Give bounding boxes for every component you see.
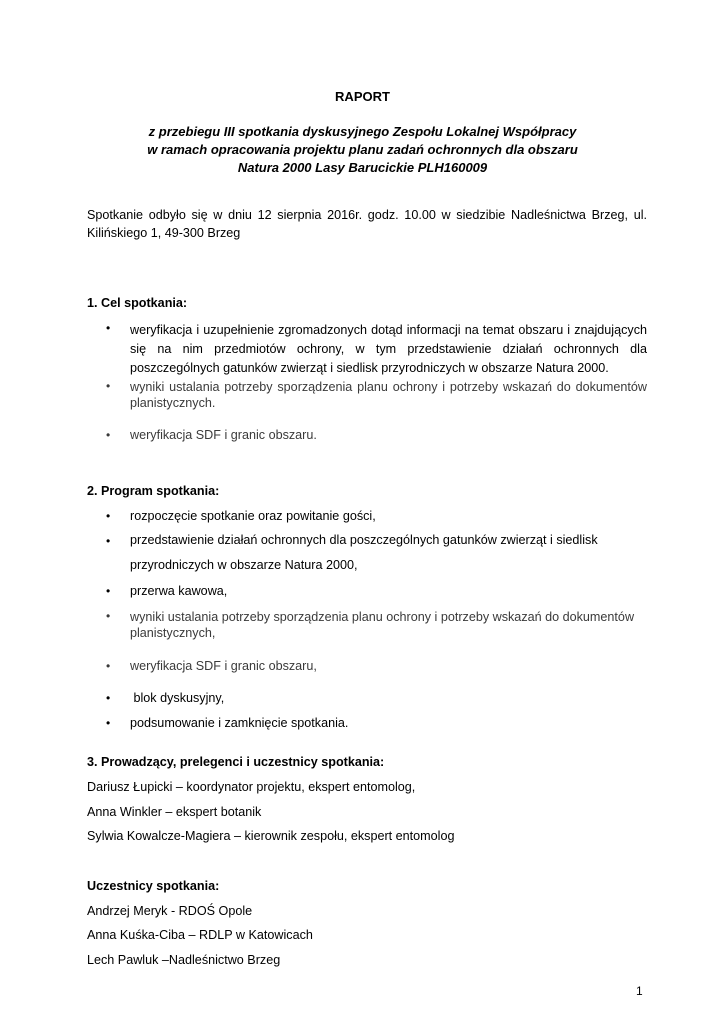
section2-item-1-line-1: rozpoczęcie spotkanie oraz powitanie gości, [130, 509, 376, 523]
bullet-icon: • [106, 691, 111, 705]
section3-person-2: Anna Winkler – ekspert botanik [87, 805, 262, 819]
bullet-icon: • [106, 428, 111, 442]
section1-item-3-line-1: weryfikacja SDF i granic obszaru. [130, 428, 317, 442]
section1-item-1-line-2: się na nim przedmiotów ochrony, w tym przedstawienie działań ochronnych dla [130, 342, 647, 356]
section1-item-1-line-3: poszczególnych gatunków zwierząt i siedlisk przyrodniczych w obszarze Natura 2000. [130, 361, 609, 375]
bullet-icon: • [106, 534, 111, 548]
bullet-icon: • [106, 609, 111, 623]
section1-item-2-line-1: wyniki ustalania potrzeby sporządzenia planu ochrony i potrzeby wskazań do dokumentów [130, 380, 647, 394]
section1-heading: 1. Cel spotkania: [87, 296, 188, 310]
document-title: RAPORT [335, 89, 390, 104]
section2-item-4-line-1: wyniki ustalania potrzeby sporządzenia planu ochrony i potrzeby wskazań do dokumentów [130, 610, 635, 624]
subtitle-line-3: Natura 2000 Lasy Barucickie PLH160009 [237, 160, 488, 175]
section2-item-4-line-2: planistycznych, [130, 626, 216, 640]
participant-3: Lech Pawluk –Nadleśnictwo Brzeg [87, 953, 281, 967]
section1-item-2-line-2: planistycznych. [130, 396, 216, 410]
participant-1: Andrzej Meryk - RDOŚ Opole [87, 904, 253, 918]
section3-heading: 3. Prowadzący, prelegenci i uczestnicy spotkania: [87, 755, 385, 769]
section2-item-3-line-1: przerwa kawowa, [130, 584, 228, 598]
bullet-icon: • [106, 321, 111, 335]
bullet-icon: • [106, 716, 111, 730]
intro-paragraph [87, 206, 647, 242]
section3-person-3: Sylwia Kowalcze-Magiera – kierownik zespołu, ekspert entomolog [87, 829, 455, 843]
bullet-icon: • [106, 509, 111, 523]
participants-heading: Uczestnicy spotkania: [87, 879, 220, 893]
bullet-icon: • [106, 659, 111, 673]
section1-item-1-line-1: weryfikacja i uzupełnienie zgromadzonych dotąd informacji na temat obszaru i znajdujących [130, 323, 647, 337]
section2-item-6-line-1: blok dyskusyjny, [130, 691, 225, 705]
intro-line-2: Kilińskiego 1, 49-300 Brzeg [87, 226, 241, 240]
section2-item-2-line-2: przyrodniczych w obszarze Natura 2000, [130, 558, 358, 572]
bullet-icon: • [106, 379, 111, 393]
page-number: 1 [636, 984, 643, 998]
section2-item-5-line-1: weryfikacja SDF i granic obszaru, [130, 659, 317, 673]
section2-item-2-line-1: przedstawienie działań ochronnych dla poszczególnych gatunków zwierząt i siedlisk [130, 533, 598, 547]
participant-2: Anna Kuśka-Ciba – RDLP w Katowicach [87, 928, 313, 942]
intro-line-1: Spotkanie odbyło się w dniu 12 sierpnia 2016r. godz. 10.00 w siedzibie Nadleśnictwa Brzeg, ul. [87, 208, 647, 222]
bullet-icon: • [106, 584, 111, 598]
section2-item-7-line-1: podsumowanie i zamknięcie spotkania. [130, 716, 349, 730]
section2-heading: 2. Program spotkania: [87, 484, 220, 498]
section3-person-1: Dariusz Łupicki – koordynator projektu, ekspert entomolog, [87, 780, 416, 794]
subtitle-line-1: z przebiegu III spotkania dyskusyjnego Zespołu Lokalnej Współpracy [148, 124, 577, 139]
subtitle-line-2: w ramach opracowania projektu planu zadań ochronnych dla obszaru [147, 142, 578, 157]
